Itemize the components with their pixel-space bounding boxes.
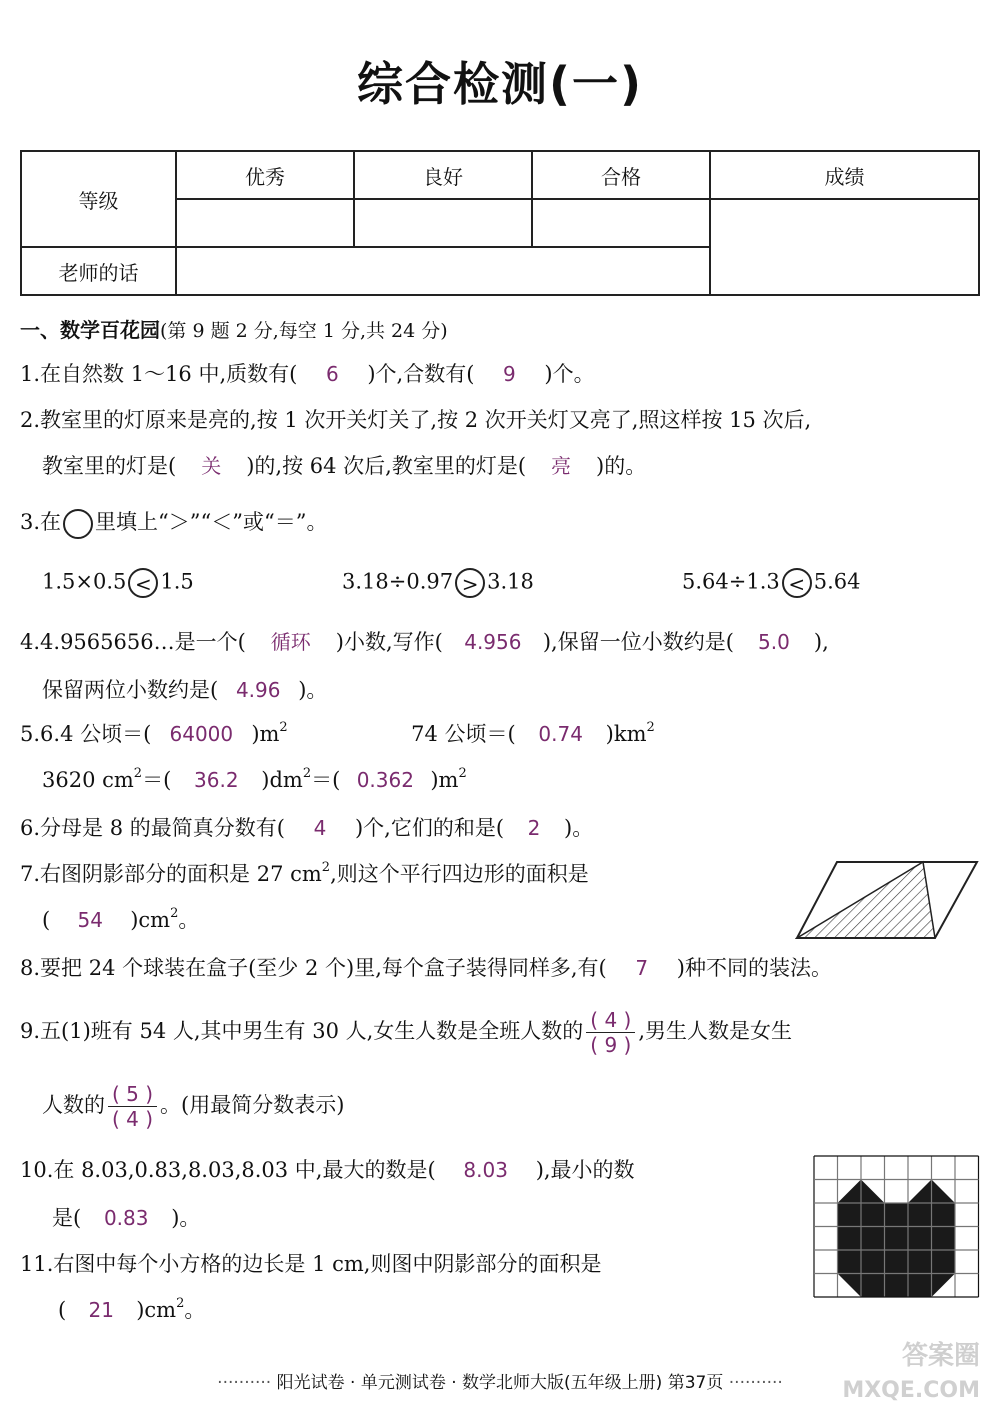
question-8: 8.要把 24 个球装在盒子(至少 2 个)里,每个盒子装得同样多,有( 7 )种不同的装法。 (20, 956, 832, 980)
question-3: 3.在 里填上“＞”“＜”或“＝”。 (20, 506, 327, 539)
question-9-line2: 人数的 $\frac{( 5 )}{( 4 )}$ 。(用最简分数表示) (42, 1082, 345, 1131)
question-2-line2: 教室里的灯是( 关 )的,按 64 次后,教室里的灯是( 亮 )的。 (42, 454, 647, 478)
grade-col-excellent: 优秀 (176, 151, 354, 199)
compare-circle: < (782, 568, 812, 598)
grade-col-good: 良好 (354, 151, 532, 199)
score-cell (710, 199, 979, 295)
footer: ·········· 阳光试卷 · 单元测试卷 · 数学北师大版(五年级上册) 第37页 ·········· (217, 1373, 783, 1393)
shaded-region (838, 1180, 956, 1298)
question-5-line1: 5.6.4 公顷＝( 64000 )$m^2$ 74 公顷＝( 0.74 )$km^2$ (20, 720, 655, 746)
question-9-line1: 9.五(1)班有 54 人,其中男生有 30 人,女生人数是全班人数的 $\frac{( 4 )}{( 9 )}$ ,男生人数是女生 (20, 1008, 793, 1057)
grade-col-score: 成绩 (710, 151, 979, 199)
question-3-expr-3: 5.64÷1.3 < 5.64 (682, 569, 861, 596)
empty-circle-icon (63, 509, 93, 539)
question-11-line2: ( 21 )$cm^2$。 (58, 1296, 206, 1322)
question-3-expr-2: 3.18÷0.97 > 3.18 (342, 569, 534, 596)
question-10-line2: 是( 0.83 )。 (52, 1206, 201, 1230)
fraction-girls: $\frac{( 4 )}{( 9 )}$ (586, 1008, 635, 1057)
parallelogram-figure (795, 858, 980, 942)
compare-circle: > (455, 568, 485, 598)
question-4-line2: 保留两位小数约是( 4.96 )。 (42, 678, 328, 702)
question-10-line1: 10.在 8.03,0.83,8.03,8.03 中,最大的数是( 8.03 ),最小的数 (20, 1158, 635, 1182)
question-11-line1: 11.右图中每个小方格的边长是 1 cm,则图中阴影部分的面积是 (20, 1252, 602, 1276)
grade-table (20, 150, 980, 296)
question-7-line1: 7.右图阴影部分的面积是 27 $cm^2$,则这个平行四边形的面积是 (20, 860, 589, 886)
grade-cell (354, 199, 532, 247)
grade-cell (532, 199, 710, 247)
question-7-line2: ( 54 )$cm^2$。 (42, 906, 200, 932)
question-3-expr-1: 1.5×0.5 < 1.5 (42, 569, 194, 596)
grade-cell (176, 199, 354, 247)
compare-circle: < (128, 568, 158, 598)
question-4-line1: 4.4.9565656…是一个( 循环 )小数,写作( 4.956 ),保留一位小数约是( 5.0 ), (20, 630, 829, 654)
question-1: 1.在自然数 1～16 中,质数有( 6 )个,合数有( 9 )个。 (20, 362, 595, 386)
question-2-line1: 2.教室里的灯原来是亮的,按 1 次开关灯关了,按 2 次开关灯又亮了,照这样按 15 次后, (20, 408, 812, 432)
teacher-label: 老师的话 (21, 247, 176, 295)
fraction-boys: $\frac{( 5 )}{( 4 )}$ (108, 1082, 157, 1131)
watermark-text: MXQE.COM (842, 1378, 980, 1403)
grade-label: 等级 (21, 151, 176, 247)
question-5-line2: 3620 $cm^2=$( 36.2 )$dm^2=$( 0.362 )$m^2$ (42, 766, 467, 792)
question-6: 6.分母是 8 的最简真分数有( 4 )个,它们的和是( 2 )。 (20, 816, 594, 840)
grid-figure (812, 1154, 982, 1298)
page-title: 综合检测(一) (356, 57, 644, 111)
section-heading: 一、数学百花园(第 9 题 2 分,每空 1 分,共 24 分) (20, 318, 448, 342)
teacher-comment-cell (176, 247, 710, 295)
watermark-logo: 答案圈 (901, 1341, 980, 1371)
grade-col-pass: 合格 (532, 151, 710, 199)
